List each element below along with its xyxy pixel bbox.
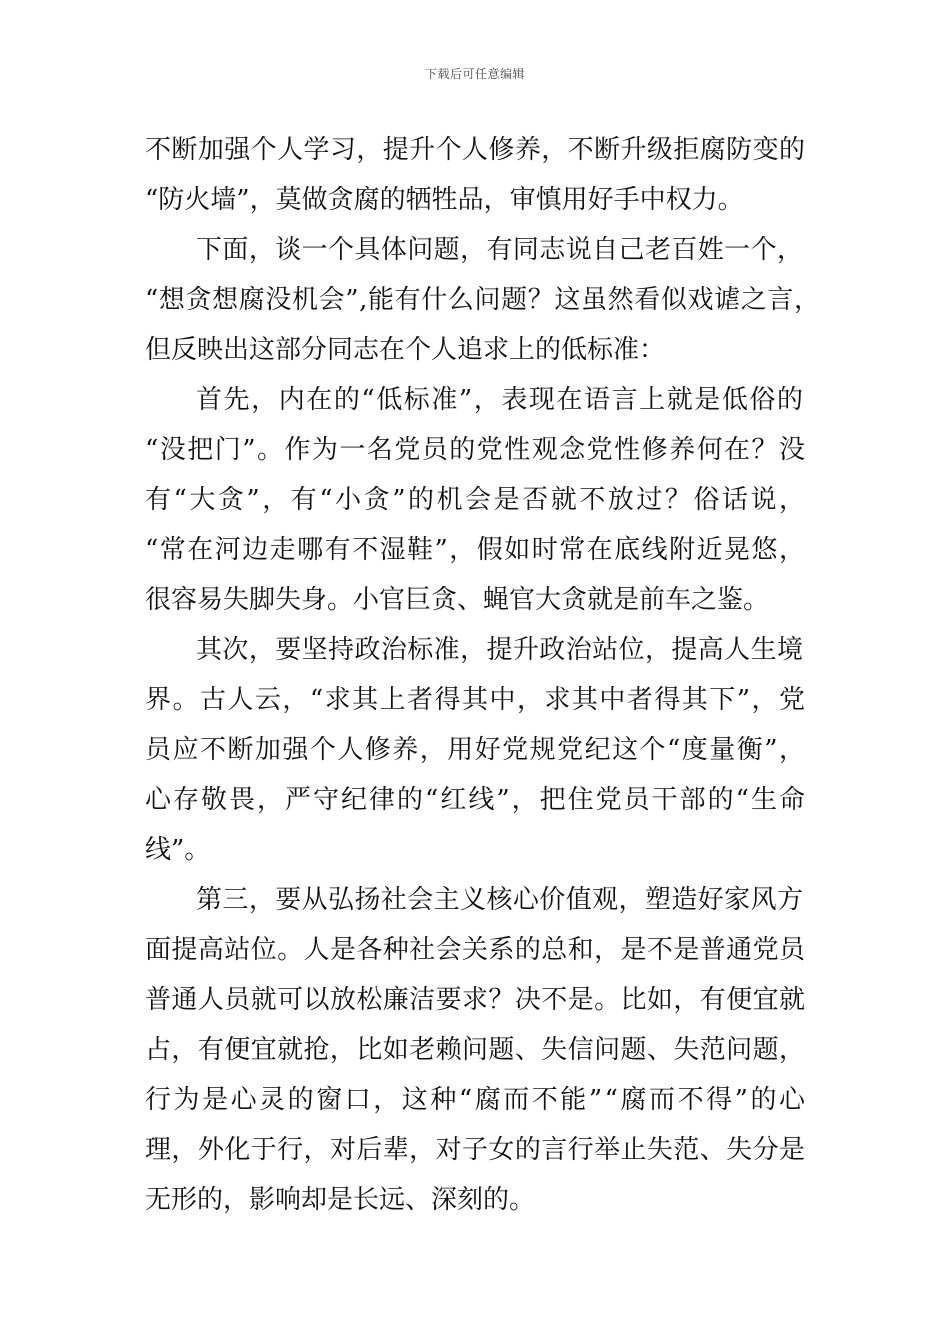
text-line: 理，外化于行，对后辈，对子女的言行举止失范、失分是 (145, 1135, 806, 1165)
text-line: 首先，内在的“低标准”，表现在语言上就是低俗的 (196, 385, 805, 415)
text-line: “没把门”。作为一名党员的党性观念党性修养何在？没 (145, 435, 807, 465)
text-line: 有“大贪”，有“小贪”的机会是否就不放过？俗话说， (145, 485, 808, 515)
text-line: 第三，要从弘扬社会主义核心价值观，塑造好家风方 (196, 885, 804, 915)
text-line: 行为是心灵的窗口，这种“腐而不能”“腐而不得”的心 (145, 1085, 808, 1115)
page-header: 下载后可任意编辑 (424, 67, 525, 81)
text-line: 线”。 (145, 835, 211, 865)
text-line: “常在河边走哪有不湿鞋”，假如时常在底线附近晃悠， (145, 535, 807, 565)
text-line: 普通人员就可以放松廉洁要求？决不是。比如，有便宜就 (145, 985, 806, 1015)
text-line: 无形的，影响却是长远、深刻的。 (145, 1185, 536, 1215)
text-line: “防火墙”，莫做贪腐的牺牲品，审慎用好手中权力。 (145, 185, 744, 215)
text-line: 占，有便宜就抢，比如老赖问题、失信问题、失范问题， (145, 1035, 806, 1065)
text-line: 心存敬畏，严守纪律的“红线”，把住党员干部的“生命 (145, 785, 807, 815)
text-line: 面提高站位。人是各种社会关系的总和，是不是普通党员 (145, 935, 806, 965)
text-line: “想贪想腐没机会”,能有什么问题？这虽然看似戏谑之言， (145, 285, 821, 315)
text-line: 不断加强个人学习，提升个人修养，不断升级拒腐防变的 (145, 135, 806, 165)
text-line: 员应不断加强个人修养，用好党规党纪这个“度量衡”， (145, 735, 807, 765)
text-line: 界。古人云，“求其上者得其中，求其中者得其下”，党 (145, 685, 807, 715)
text-line: 下面，谈一个具体问题，有同志说自己老百姓一个， (196, 235, 804, 265)
text-line: 但反映出这部分同志在个人追求上的低标准： (145, 335, 666, 365)
text-line: 其次，要坚持政治标准，提升政治站位，提高人生境 (196, 635, 804, 665)
text-line: 很容易失脚失身。小官巨贪、蝇官大贪就是前车之鉴。 (145, 585, 770, 615)
